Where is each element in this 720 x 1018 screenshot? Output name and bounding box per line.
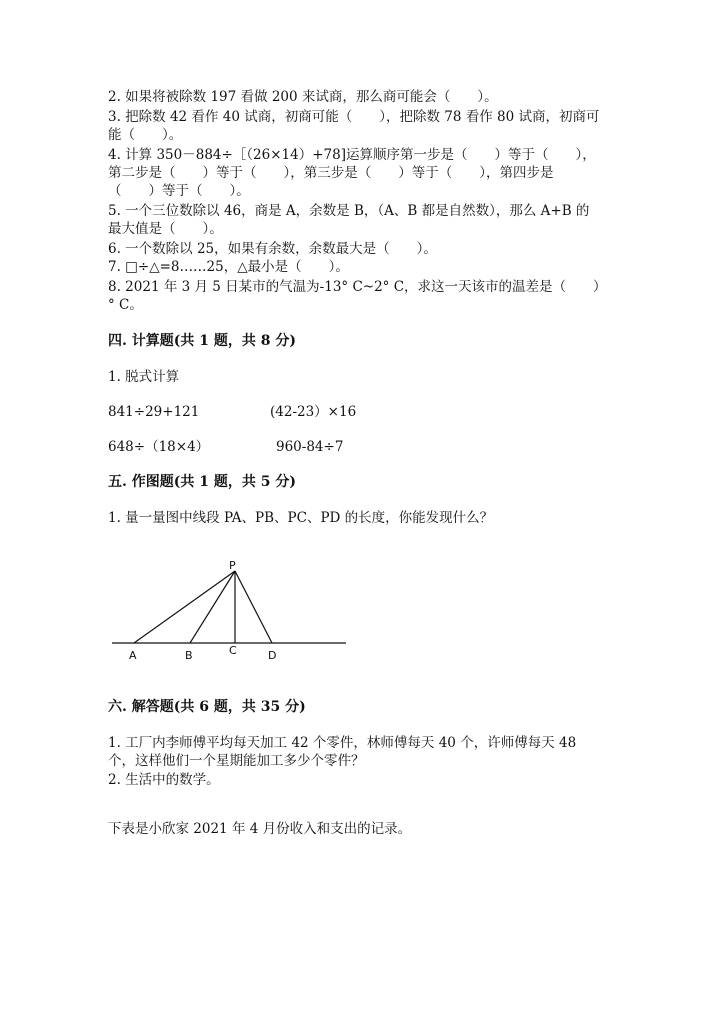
expression-3: 648÷（18×4）	[108, 439, 210, 455]
expression-4: 960-84÷7	[276, 439, 344, 455]
segment-pd	[235, 571, 272, 643]
label-p: P	[229, 559, 236, 572]
question-8-line-1: 8. 2021 年 3 月 5 日某市的气温为-13° C~2° C，求这一天该市的温差是（ ）	[108, 279, 607, 295]
question-3-line-1: 3. 把除数 42 看作 40 试商，初商可能（ ），把除数 78 看作 80 试商，初商可	[108, 109, 600, 125]
section-6-note: 下表是小欣家 2021 年 4 月份收入和支出的记录。	[108, 821, 412, 837]
section-6-question-2: 2. 生活中的数学。	[108, 772, 220, 788]
question-5-line-2: 最大值是（ ）。	[108, 221, 223, 237]
label-a: A	[129, 649, 137, 662]
label-d: D	[268, 649, 277, 662]
section-4-heading: 四. 计算题(共 1 题，共 8 分)	[108, 333, 296, 349]
section-4-question-1: 1. 脱式计算	[108, 369, 180, 385]
segment-pa	[134, 571, 235, 643]
section-5-question-1: 1. 量一量图中线段 PA、PB、PC、PD 的长度，你能发现什么？	[108, 510, 494, 526]
question-3-line-2: 能（ ）。	[108, 127, 183, 143]
question-4-line-3: （ ）等于（ ）。	[108, 183, 250, 199]
question-4-line-1: 4. 计算 350－884÷［（26×14）+78]运算顺序第一步是（ ）等于（ ），	[108, 147, 596, 163]
segment-pb	[190, 571, 235, 643]
section-5-heading: 五. 作图题(共 1 题，共 5 分)	[108, 474, 296, 490]
expression-1: 841÷29+121	[108, 404, 200, 420]
question-2: 2. 如果将被除数 197 看做 200 来试商，那么商可能会（ ）。	[108, 89, 498, 105]
label-b: B	[185, 649, 193, 662]
question-6: 6. 一个数除以 25，如果有余数，余数最大是（ ）。	[108, 241, 437, 257]
question-4-line-2: 第二步是（ ）等于（ ），第三步是（ ）等于（ ），第四步是	[108, 165, 554, 181]
question-8-line-2: ° C。	[108, 297, 143, 313]
label-c: C	[229, 644, 237, 657]
expression-2: (42-23）×16	[270, 404, 357, 420]
question-7: 7. □÷△=8……25，△最小是（ ）。	[108, 259, 349, 275]
section-6-heading: 六. 解答题(共 6 题，共 35 分)	[108, 699, 306, 715]
section-6-question-1-line-1: 1. 工厂内李师傅平均每天加工 42 个零件，林师傅每天 40 个，许师傅每天 48	[108, 735, 577, 751]
question-5-line-1: 5. 一个三位数除以 46，商是 A，余数是 B，（A、B 都是自然数），那么 A+B 的	[108, 203, 590, 219]
section-6-question-1-line-2: 个，这样他们一个星期能加工多少个零件？	[108, 753, 365, 769]
